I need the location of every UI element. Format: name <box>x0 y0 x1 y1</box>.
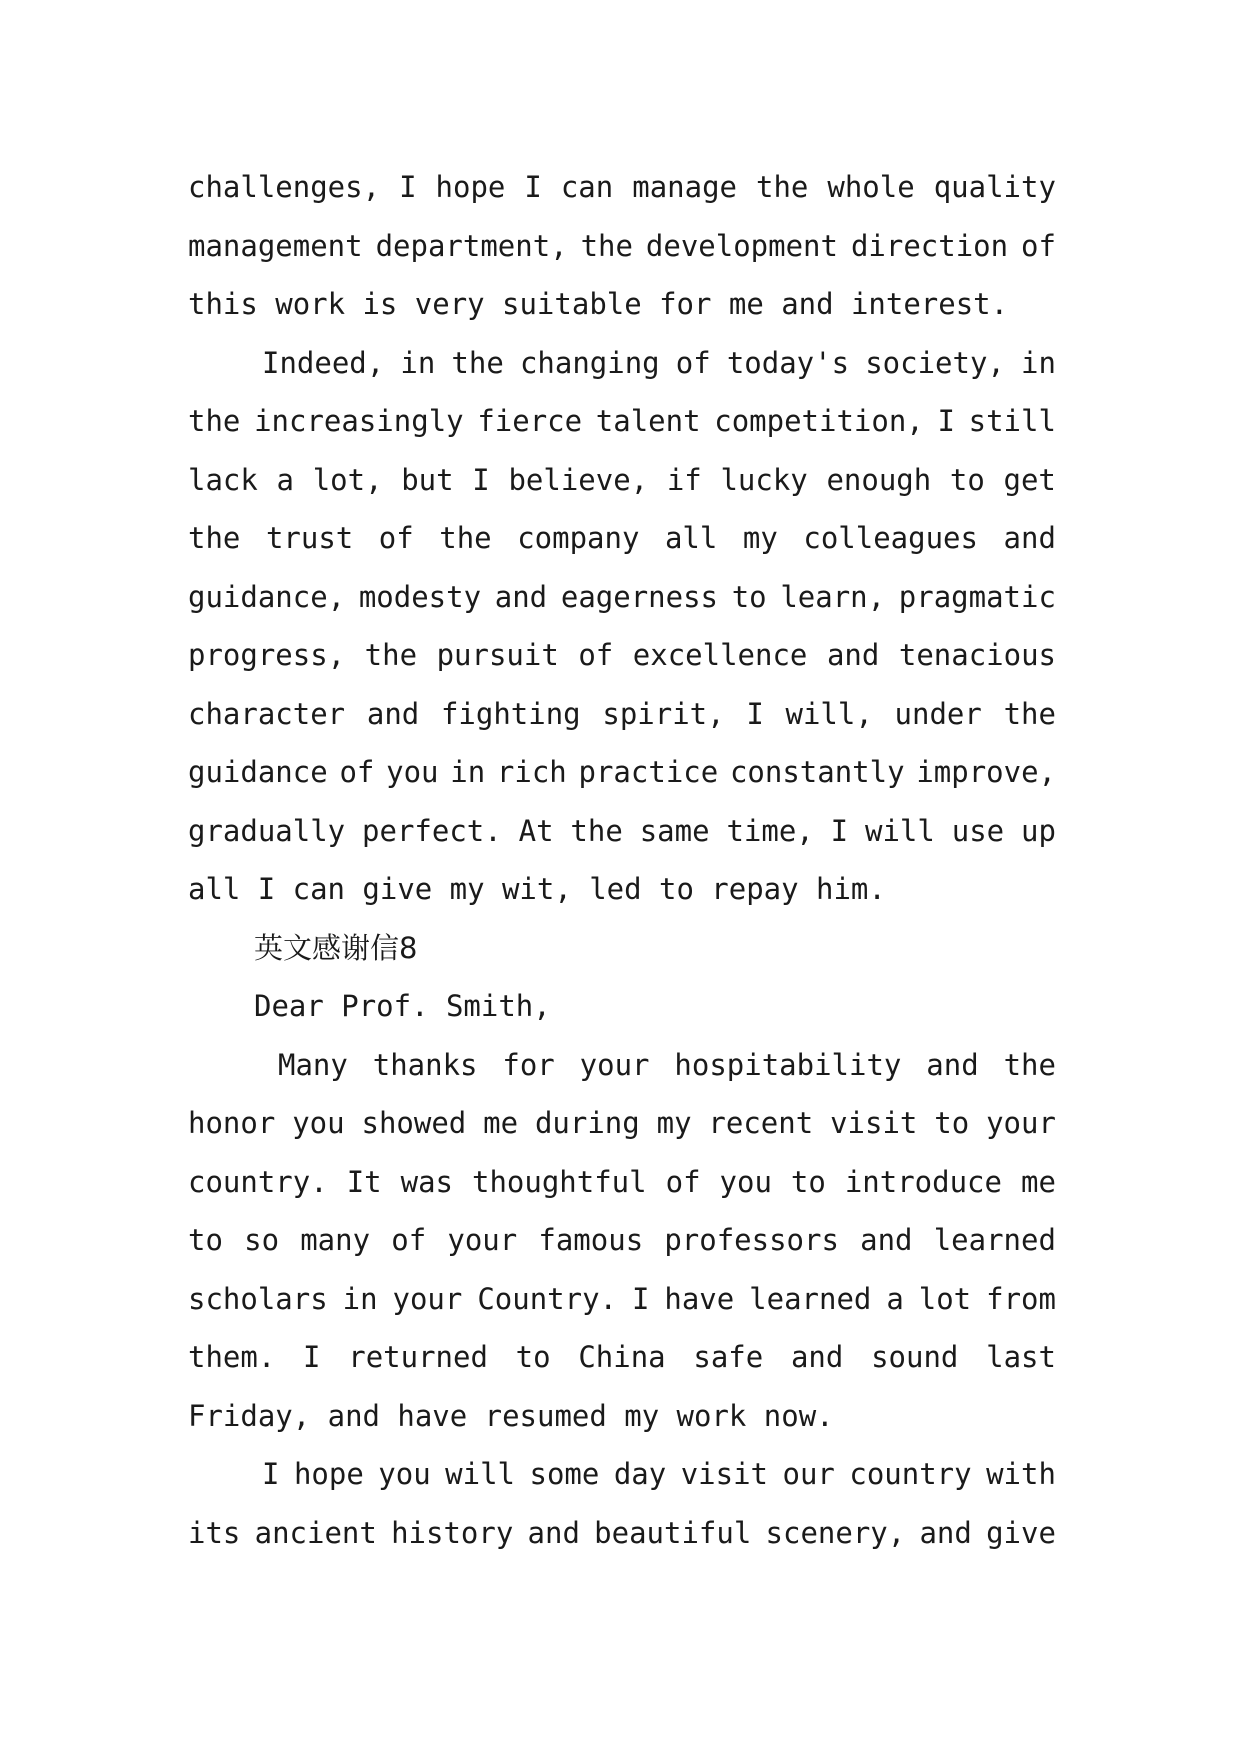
word: can <box>560 170 614 204</box>
word: your <box>392 1281 463 1316</box>
word: fierce <box>477 404 583 438</box>
word: society, <box>865 345 1005 380</box>
word: some <box>529 1457 600 1491</box>
word: and <box>527 1515 580 1550</box>
word: your <box>986 1106 1056 1140</box>
word: during <box>534 1106 640 1140</box>
word: Smith, <box>445 989 551 1023</box>
word: tenacious <box>898 638 1056 672</box>
word: Indeed, <box>262 345 385 380</box>
word: beautiful <box>594 1515 752 1550</box>
word: Prof. <box>341 989 429 1023</box>
word: China <box>578 1340 666 1374</box>
text-line <box>188 275 1056 334</box>
word: manage <box>632 170 737 204</box>
word: modesty <box>358 579 482 614</box>
word: the <box>364 638 418 672</box>
word: colleagues <box>803 521 978 555</box>
text-line <box>188 1211 1056 1270</box>
word: have <box>397 1398 468 1433</box>
word: thanks <box>372 1047 478 1082</box>
word: in <box>450 755 486 789</box>
word: pursuit <box>436 638 559 672</box>
word: is <box>362 287 398 321</box>
word: in <box>400 345 436 380</box>
word: I <box>524 170 542 204</box>
word: and <box>327 1398 380 1433</box>
word: me <box>1020 1164 1056 1199</box>
word: you <box>378 1457 431 1491</box>
text-line <box>188 1153 1056 1212</box>
word: time, <box>726 813 814 848</box>
word: competition, <box>714 404 924 438</box>
word: the <box>580 228 633 263</box>
word: to <box>188 1223 223 1257</box>
word: and <box>366 696 420 731</box>
word: I <box>937 404 955 438</box>
word: lack <box>188 462 258 497</box>
word: same <box>639 813 710 848</box>
word: improve, <box>916 755 1056 789</box>
word: the <box>188 521 241 555</box>
word: the <box>570 813 623 848</box>
word: trust <box>265 521 354 555</box>
word: character <box>188 696 346 731</box>
word: my <box>624 1398 660 1433</box>
word: under <box>894 696 982 731</box>
word: I <box>631 1281 650 1316</box>
word: changing <box>519 345 660 380</box>
word: 英文感谢信8 <box>254 930 418 965</box>
word: them. <box>188 1340 276 1374</box>
word: many <box>300 1223 371 1257</box>
text-line <box>188 1270 1056 1329</box>
word: in <box>1021 345 1056 380</box>
word: practice <box>578 755 719 789</box>
word: this <box>188 287 258 321</box>
word: for <box>659 287 712 321</box>
text-line <box>188 802 1056 861</box>
word: and <box>781 287 834 321</box>
word: development <box>645 228 838 263</box>
word: pragmatic <box>898 579 1056 614</box>
word: ancient <box>254 1515 377 1550</box>
text-line <box>188 860 1056 919</box>
word: fighting <box>440 696 581 731</box>
word: of <box>578 638 614 672</box>
word: hospitability <box>674 1047 902 1082</box>
word: thoughtful <box>472 1164 647 1199</box>
word: our <box>782 1457 835 1491</box>
text-line <box>188 1094 1056 1153</box>
word: work <box>275 287 346 321</box>
word: and <box>826 638 880 672</box>
word: excellence <box>632 638 808 672</box>
word: hope <box>435 170 506 204</box>
word: believe, <box>508 462 649 497</box>
word: constantly <box>729 755 905 789</box>
word: can <box>292 872 346 906</box>
section-heading <box>188 919 1056 978</box>
word: of <box>378 521 414 555</box>
word: famous <box>538 1223 644 1257</box>
text-line <box>188 743 1056 802</box>
text-line <box>188 158 1056 217</box>
text-line <box>188 1036 1056 1095</box>
word: lot <box>918 1281 972 1316</box>
word: was <box>400 1164 453 1199</box>
word: and <box>919 1515 972 1550</box>
word: my <box>656 1106 692 1140</box>
word: to <box>790 1164 826 1199</box>
word: will <box>445 1457 515 1491</box>
word: for <box>502 1047 555 1082</box>
word: of <box>675 345 711 380</box>
word: learned <box>749 1281 872 1316</box>
word: I <box>746 696 764 731</box>
word: management <box>188 228 363 263</box>
text-line <box>188 626 1056 685</box>
text-line <box>188 568 1056 627</box>
word: my <box>449 872 485 906</box>
word: lot, <box>312 462 383 497</box>
word: led <box>589 872 642 906</box>
word: of <box>339 755 375 789</box>
word: country. <box>188 1164 328 1199</box>
text-line <box>188 334 1056 393</box>
word: Dear <box>254 989 324 1023</box>
word: visit <box>830 1106 918 1140</box>
word: I <box>262 1457 280 1491</box>
word: work <box>676 1398 747 1433</box>
word: today's <box>726 345 850 380</box>
word: returned <box>348 1340 488 1374</box>
word: last <box>986 1340 1056 1374</box>
word: with <box>986 1457 1056 1491</box>
word: give <box>986 1515 1056 1550</box>
word: but <box>401 462 454 497</box>
word: quality <box>933 170 1056 204</box>
word: and <box>1003 521 1056 555</box>
word: country <box>849 1457 972 1491</box>
word: and <box>790 1340 844 1374</box>
word: honor <box>188 1106 276 1140</box>
text-line <box>188 685 1056 744</box>
word: very <box>414 287 485 321</box>
word: the <box>1003 696 1056 731</box>
word: from <box>986 1281 1056 1316</box>
text-line <box>188 217 1056 276</box>
word: direction <box>850 228 1009 263</box>
word: Friday, <box>188 1398 311 1433</box>
word: visit <box>680 1457 768 1491</box>
word: the <box>756 170 809 204</box>
word: wit, <box>501 872 572 906</box>
word: I <box>399 170 417 204</box>
word: day <box>613 1457 667 1491</box>
word: to <box>731 579 767 614</box>
word: talent <box>595 404 701 438</box>
word: all <box>188 872 241 906</box>
word: him. <box>816 872 886 906</box>
word: introduce <box>844 1164 1002 1199</box>
word: and <box>926 1047 979 1082</box>
word: I <box>257 872 276 906</box>
word: the <box>439 521 492 555</box>
word: have <box>664 1281 735 1316</box>
word: to <box>658 872 694 906</box>
word: scholars <box>188 1281 328 1316</box>
word: At <box>518 813 554 848</box>
text-line <box>188 392 1056 451</box>
document-body <box>188 158 1056 1562</box>
word: rich <box>496 755 567 789</box>
word: to <box>934 1106 970 1140</box>
word: will, <box>785 696 873 731</box>
word: give <box>362 872 433 906</box>
word: perfect. <box>362 813 502 848</box>
text-line <box>188 509 1056 568</box>
word: increasingly <box>254 404 464 438</box>
word: your <box>447 1223 518 1257</box>
word: company <box>517 521 640 555</box>
word: all <box>664 521 718 555</box>
word: department, <box>375 228 568 263</box>
word: resumed <box>484 1398 607 1433</box>
word: a <box>886 1281 904 1316</box>
text-line <box>188 1328 1056 1387</box>
word: spirit, <box>602 696 725 731</box>
word: my <box>742 521 778 555</box>
word: sound <box>871 1340 959 1374</box>
word: get <box>1003 462 1056 497</box>
word: you <box>719 1164 772 1199</box>
word: up <box>1021 813 1056 848</box>
word: interest. <box>850 287 1009 321</box>
word: learned <box>933 1223 1056 1257</box>
text-line <box>188 977 1056 1036</box>
word: I <box>830 813 849 848</box>
word: so <box>244 1223 280 1257</box>
word: of <box>391 1223 427 1257</box>
word: me <box>728 287 764 321</box>
text-line <box>188 1445 1056 1504</box>
word: will <box>865 813 935 848</box>
word: showed <box>361 1106 467 1140</box>
word: the <box>1003 1047 1056 1082</box>
word: your <box>579 1047 650 1082</box>
word: suitable <box>502 287 642 321</box>
word: to <box>949 462 985 497</box>
word: the <box>188 404 241 438</box>
word: you <box>386 755 439 789</box>
word: enough <box>826 462 932 497</box>
word: Country. <box>477 1281 617 1316</box>
word: lucky <box>720 462 808 497</box>
word: guidance <box>188 755 328 789</box>
word: if <box>666 462 702 497</box>
text-line <box>188 1504 1056 1563</box>
word: whole <box>827 170 915 204</box>
text-line <box>188 451 1056 510</box>
word: learn, <box>780 579 886 614</box>
word: to <box>515 1340 551 1374</box>
word: repay <box>711 872 799 906</box>
word: use <box>951 813 1005 848</box>
word: challenges, <box>188 170 381 204</box>
word: Many <box>278 1047 348 1082</box>
word: gradually <box>188 813 346 848</box>
word: of <box>665 1164 701 1199</box>
word: and <box>494 579 548 614</box>
word: I <box>472 462 490 497</box>
word: the <box>451 345 504 380</box>
word: progress, <box>188 638 346 672</box>
word: I <box>303 1340 321 1374</box>
word: hope <box>293 1457 364 1491</box>
word: me <box>483 1106 519 1140</box>
text-line <box>188 1387 1056 1446</box>
word: still <box>968 404 1056 438</box>
word: its <box>188 1515 241 1550</box>
word: history <box>391 1515 514 1550</box>
word: a <box>276 462 294 497</box>
word: of <box>1021 228 1056 263</box>
word: scenery, <box>765 1515 906 1550</box>
word: guidance, <box>188 579 346 614</box>
word: you <box>292 1106 345 1140</box>
word: in <box>342 1281 378 1316</box>
word: eagerness <box>560 579 718 614</box>
word: professors <box>664 1223 839 1257</box>
word: recent <box>708 1106 814 1140</box>
word: It <box>346 1164 382 1199</box>
word: now. <box>763 1398 834 1433</box>
word: and <box>860 1223 913 1257</box>
word: safe <box>693 1340 764 1374</box>
